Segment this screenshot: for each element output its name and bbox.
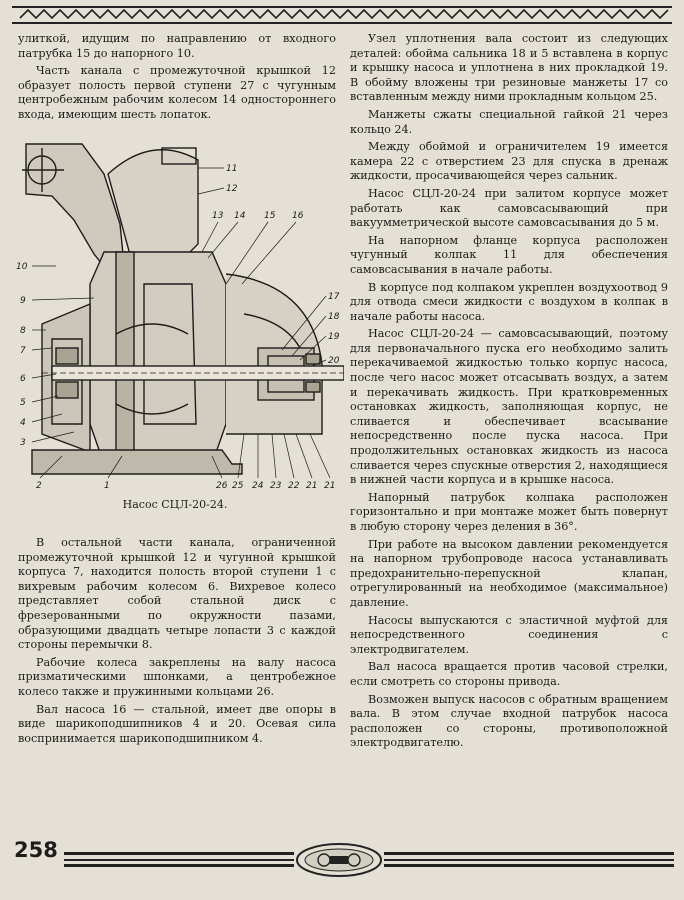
paragraph: Между обоймой и ограничителем 19 имеется камера 22 с отверстием 23 для спуска в дренаж жидкости, просачивающейся через сальник. (350, 140, 668, 183)
right-column (350, 32, 668, 754)
callout-label: 22 (288, 481, 300, 491)
callout-label: 25 (232, 481, 244, 491)
paragraph: Вал насоса вращается против часовой стрелки, если смотреть со стороны привода. (350, 660, 668, 688)
callout-label: 8 (20, 326, 26, 336)
callout-label: 10 (16, 262, 28, 272)
callout-label: 18 (328, 312, 340, 322)
callout-label: 20 (328, 356, 340, 366)
callout-label: 13 (212, 211, 224, 221)
paragraph: На напорном фланце корпуса расположен чугунный колпак 11 для обеспечения самовсасывания в начале работы. (350, 233, 668, 276)
callout-label: 2 (36, 481, 42, 491)
paragraph: Возможен выпуск насосов с обратным вращением вала. В этом случае входной патрубок насоса расположен со стороны, противоположной электродвигателю. (350, 692, 668, 750)
paragraph: При работе на высоком давлении рекомендуется на напорном трубопроводе насоса устанавливать предохранительно-перепускной клапан, отрегулированный на необходимое (максимальное) давление. (350, 537, 668, 609)
callout-label: 12 (226, 184, 238, 194)
callout-label: 9 (20, 296, 26, 306)
paragraph: Насос СЦЛ-20-24 при залитом корпусе может работать как самовсасывающий при вакуумметрической высоте самовсасывания до 5 м. (350, 186, 668, 230)
footer-ornament (0, 830, 684, 900)
paragraph: Часть канала с промежуточной крышкой 12 образует полость первой ступени 27 с чугунным центробежным рабочим колесом 14 одностороннего входа, имеющим шесть лопаток. (18, 64, 336, 121)
callout-label: 23 (270, 481, 282, 491)
paragraph: Рабочие колеса закреплены на валу насоса призматическими шпонками, а центробежное колесо также и пружинными кольцами 26. (18, 655, 336, 698)
paragraph: В корпусе под колпаком укреплен воздухоотвод 9 для отвода смеси жидкости с воздухом в колпак в начале работы насоса. (350, 280, 668, 323)
callout-label: 14 (234, 211, 246, 221)
paragraph: Насос СЦЛ-20-24 — самовсасывающий, поэтому для первоначального пуска его необходимо залить перекачиваемой жидкостью только корпус насоса, после чего насос может отсасывать воздух, а затем и перекачивать жидкость. При кратковременных остановках жидкость, заполняющая корпус, не сливается и обеспечивает всасывание непосредственно после пуска насоса. При продолжительных остановках жидкость из насоса сливается через спускные отверстия 2, находящиеся в нижней части корпуса и в крышке насоса. (350, 327, 668, 487)
callout-label: 24 (252, 481, 264, 491)
paragraph: В остальной части канала, ограниченной промежуточной крышкой 12 и чугунной крышкой корпуса 7, находится полость второй ступени 1 с вихревым рабочим колесом 6. Вихревое колесо представляет собой стальной диск с фрезерованными по окружности пазами, образующими двадцать четыре лопасти 3 с каждой стороны перемычки 8. (18, 536, 336, 652)
paragraph: Манжеты сжаты специальной гайкой 21 через кольцо 24. (350, 107, 668, 136)
paragraph: Вал насоса 16 — стальной, имеет две опоры в виде шарикоподшипников 4 и 20. Осевая сила воспринимается шарикоподшипником 4. (18, 702, 336, 745)
paragraph: Узел уплотнения вала состоит из следующих деталей: обойма сальника 18 и 5 вставлена в корпус и крышку насоса и уплотнена в них прокладкой 19. В обойму вложены три резиновые манжеты 17 со вставленным между ними прокладным кольцом 25. (350, 32, 668, 104)
top-decorative-border (0, 0, 684, 28)
paragraph: улиткой, идущим по направлению от входного патрубка 15 до напорного 10. (18, 32, 336, 60)
callout-label: 21 (324, 481, 336, 491)
figure-caption: Насос СЦЛ-20-24. (122, 498, 228, 511)
callout-label: 16 (292, 211, 304, 221)
left-column-bottom (18, 536, 336, 749)
callout-label: 26 (216, 481, 228, 491)
callout-label: 4 (20, 418, 26, 428)
callout-label: 21 (306, 481, 318, 491)
callout-label: 11 (226, 164, 238, 174)
callout-label: 1 (104, 481, 110, 491)
paragraph: Напорный патрубок колпака расположен горизонтально и при монтаже может быть повернут в любую сторону через деления в 36°. (350, 490, 668, 533)
callout-label: 7 (20, 346, 26, 356)
page-number: 258 (14, 838, 58, 862)
left-column-top (18, 32, 336, 126)
callout-label: 19 (328, 332, 340, 342)
paragraph: Насосы выпускаются с эластичной муфтой для непосредственного соединения с электродвигателем. (350, 613, 668, 656)
callout-label: 6 (20, 374, 26, 384)
callout-label: 15 (264, 211, 276, 221)
pump-cross-section-figure (12, 134, 344, 496)
callout-label: 17 (328, 292, 340, 302)
callout-label: 5 (20, 398, 26, 408)
callout-label: 3 (20, 438, 26, 448)
